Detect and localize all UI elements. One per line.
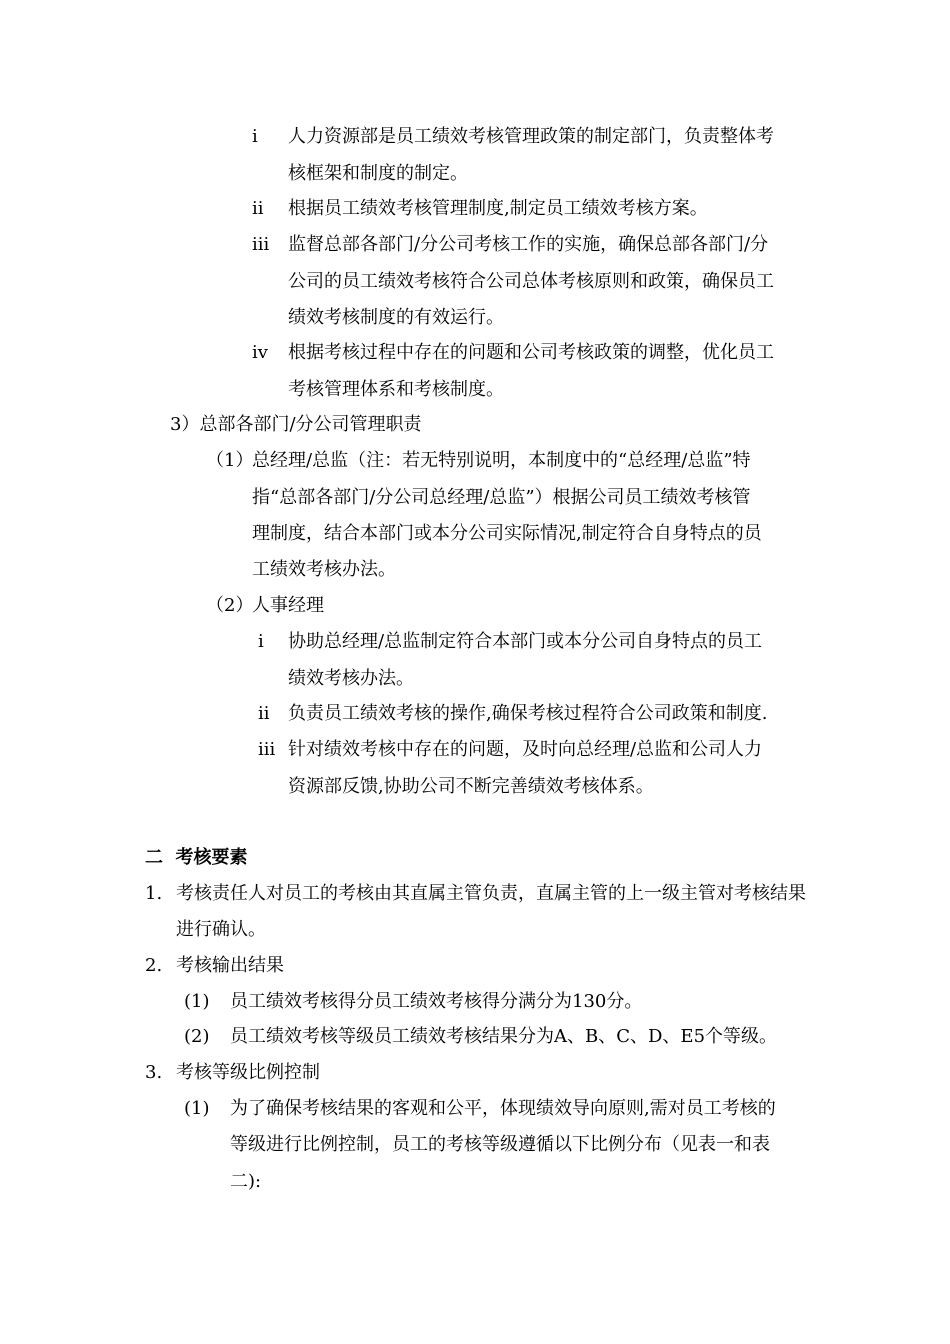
sub-marker: (1) [184,991,210,1012]
item-text-line: 绩效考核办法。 [288,668,414,689]
part-heading: 二 考核要素 [145,847,248,868]
sub-title: 人事经理 [252,595,324,616]
item-text-line: 协助总经理/总监制定符合本部门或本分公司自身特点的员工 [288,631,763,652]
sub-text-line: 理制度，结合本部门或本分公司实际情况,制定符合自身特点的员 [252,523,762,544]
item-marker: i [252,126,258,147]
item-text-line: 绩效考核制度的有效运行。 [288,307,504,328]
item-text-line: 进行确认。 [176,919,266,940]
sub-text-line: 二): [230,1171,262,1192]
section-heading: 3）总部各部门/分公司管理职责 [170,414,422,435]
item-marker: 2. [145,955,163,976]
item-title: 考核等级比例控制 [176,1062,320,1083]
sub-marker: (2) [184,1026,210,1047]
sub-text-line: 工绩效考核办法。 [252,559,396,580]
item-marker: 3. [145,1062,163,1083]
item-text-line: 资源部反馈,协助公司不断完善绩效考核体系。 [288,776,654,797]
item-text-line: 人力资源部是员工绩效考核管理政策的制定部门，负责整体考 [288,126,774,147]
item-text-line: 公司的员工绩效考核符合公司总体考核原则和政策，确保员工 [288,271,774,292]
item-marker: 1. [145,883,163,904]
sub-marker: （1） [206,450,254,471]
item-text-line: 针对绩效考核中存在的问题，及时向总经理/总监和公司人力 [288,739,763,760]
item-marker: iii [252,234,270,255]
item-marker: ii [252,198,264,219]
item-marker: ii [258,703,270,724]
sub-text-line: 等级进行比例控制，员工的考核等级遵循以下比例分布（见表一和表 [230,1134,770,1155]
item-text-line: 监督总部各部门/分公司考核工作的实施，确保总部各部门/分 [288,234,769,255]
item-text-line: 根据员工绩效考核管理制度,制定员工绩效考核方案。 [288,198,708,219]
sub-text-line: 指“总部各部门/分公司总经理/总监”）根据公司员工绩效考核管 [252,487,751,508]
sub-marker: (1) [184,1098,210,1119]
item-text-line: 负责员工绩效考核的操作,确保考核过程符合公司政策和制度. [288,703,768,724]
item-text-line: 考核管理体系和考核制度。 [288,379,504,400]
item-marker: iv [252,342,268,363]
sub-text-line: 员工绩效考核得分员工绩效考核得分满分为130分。 [230,991,643,1012]
item-title: 考核输出结果 [176,955,284,976]
sub-marker: （2） [206,595,254,616]
sub-text-line: 为了确保考核结果的客观和公平，体现绩效导向原则,需对员工考核的 [230,1098,776,1119]
sub-text-line: 总经理/总监（注：若无特别说明，本制度中的“总经理/总监”特 [252,450,751,471]
sub-text-line: 员工绩效考核等级员工绩效考核结果分为A、B、C、D、E5个等级。 [230,1026,778,1047]
item-text-line: 考核责任人对员工的考核由其直属主管负责，直属主管的上一级主管对考核结果 [176,883,806,904]
item-marker: i [258,631,264,652]
item-text-line: 核框架和制度的制定。 [288,163,468,184]
item-text-line: 根据考核过程中存在的问题和公司考核政策的调整，优化员工 [288,342,774,363]
item-marker: iii [258,739,276,760]
